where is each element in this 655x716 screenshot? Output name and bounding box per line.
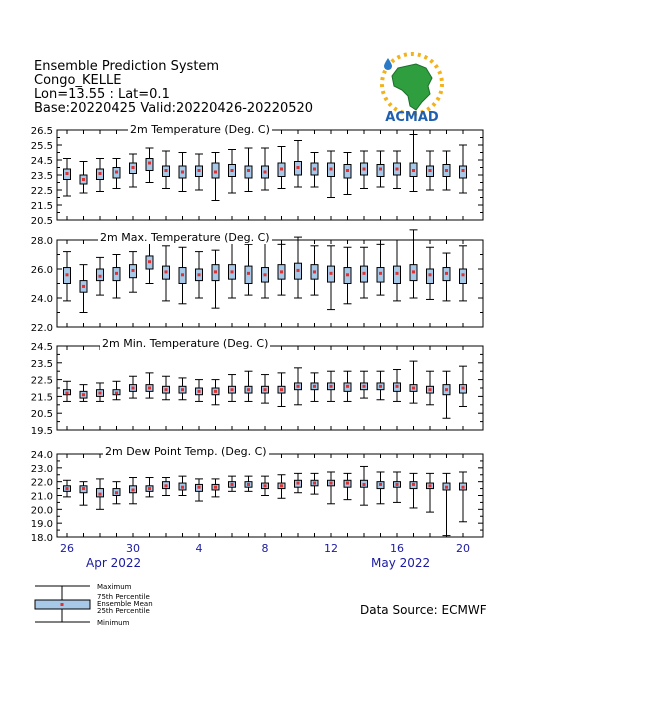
- mean-marker: [247, 388, 250, 391]
- legend-mean-marker: [61, 603, 64, 606]
- mean-marker: [231, 169, 234, 172]
- mean-marker: [396, 483, 399, 486]
- y-tick-label: 19.0: [30, 519, 53, 531]
- mean-marker: [412, 483, 415, 486]
- panel-title-temperature: 2m Temperature (Deg. C): [130, 123, 270, 136]
- x-tick-label: 26: [60, 542, 74, 555]
- mean-marker: [280, 388, 283, 391]
- y-tick-label: 22.5: [30, 375, 53, 387]
- y-tick-label: 26.0: [30, 265, 53, 276]
- x-tick-label: 16: [390, 542, 404, 555]
- mean-marker: [280, 270, 283, 273]
- mean-marker: [445, 486, 448, 489]
- y-tick-label: 19.5: [30, 426, 53, 437]
- mean-marker: [379, 272, 382, 275]
- mean-marker: [313, 482, 316, 485]
- mean-marker: [297, 482, 300, 485]
- mean-marker: [313, 168, 316, 171]
- plot-frame: [57, 130, 483, 220]
- y-tick-label: 20.5: [30, 409, 53, 421]
- panel-title-max-temperature: 2m Max. Temperature (Deg. C): [100, 231, 270, 244]
- mean-marker: [363, 168, 366, 171]
- mean-marker: [115, 491, 118, 494]
- mean-marker: [280, 168, 283, 171]
- mean-marker: [462, 387, 465, 390]
- mean-marker: [379, 385, 382, 388]
- data-source-label: Data Source: ECMWF: [360, 603, 487, 617]
- y-tick-label: 28.0: [30, 236, 53, 247]
- mean-marker: [462, 169, 465, 172]
- mean-marker: [346, 385, 349, 388]
- x-tick-label: 4: [195, 542, 203, 555]
- mean-marker: [214, 486, 217, 489]
- mean-marker: [247, 169, 250, 172]
- mean-marker: [99, 275, 102, 278]
- y-tick-label: 24.5: [30, 156, 53, 167]
- mean-marker: [396, 272, 399, 275]
- mean-marker: [132, 269, 135, 272]
- legend-p25-label: 25th Percentile: [97, 607, 150, 615]
- plot-frame: [57, 454, 483, 537]
- mean-marker: [462, 273, 465, 276]
- legend-mean-label: Ensemble Mean: [97, 600, 153, 608]
- mean-marker: [379, 168, 382, 171]
- mean-marker: [429, 388, 432, 391]
- mean-marker: [132, 488, 135, 491]
- mean-marker: [247, 272, 250, 275]
- mean-marker: [99, 493, 102, 496]
- plot-frame: [57, 346, 483, 430]
- month-label-april: Apr 2022: [86, 556, 142, 570]
- mean-marker: [214, 171, 217, 174]
- mean-marker: [66, 172, 69, 175]
- mean-marker: [181, 171, 184, 174]
- mean-marker: [198, 486, 201, 489]
- legend-minimum-label: Minimum: [97, 619, 130, 627]
- mean-marker: [99, 392, 102, 395]
- mean-marker: [429, 169, 432, 172]
- panel-title-dew-point: 2m Dew Point Temp. (Deg. C): [105, 445, 267, 458]
- y-tick-label: 24.0: [30, 450, 53, 461]
- mean-marker: [132, 166, 135, 169]
- mean-marker: [115, 272, 118, 275]
- y-tick-label: 21.5: [30, 392, 53, 404]
- mean-marker: [198, 273, 201, 276]
- mean-marker: [379, 483, 382, 486]
- x-tick-label: 20: [456, 542, 470, 555]
- month-label-may: May 2022: [371, 556, 431, 570]
- mean-marker: [330, 482, 333, 485]
- y-tick-label: 23.0: [30, 463, 53, 475]
- mean-marker: [181, 486, 184, 489]
- mean-marker: [264, 171, 267, 174]
- y-tick-label: 21.5: [30, 201, 53, 212]
- mean-marker: [346, 482, 349, 485]
- mean-marker: [313, 270, 316, 273]
- mean-marker: [346, 273, 349, 276]
- mean-marker: [132, 387, 135, 390]
- mean-marker: [297, 166, 300, 169]
- mean-marker: [66, 392, 69, 395]
- mean-marker: [247, 483, 250, 486]
- mean-marker: [181, 273, 184, 276]
- mean-marker: [429, 484, 432, 487]
- mean-marker: [346, 169, 349, 172]
- y-tick-label: 23.5: [30, 171, 53, 182]
- panel-title-min-temperature: 2m Min. Temperature (Deg. C): [102, 337, 269, 350]
- x-tick-label: 8: [261, 542, 269, 555]
- mean-marker: [82, 487, 85, 490]
- y-tick-label: 23.5: [30, 358, 53, 370]
- mean-marker: [297, 385, 300, 388]
- y-tick-label: 22.0: [30, 477, 53, 489]
- mean-marker: [115, 392, 118, 395]
- forecast-dates: Base:20220425 Valid:20220426-20220520: [34, 101, 314, 116]
- mean-marker: [214, 390, 217, 393]
- mean-marker: [412, 270, 415, 273]
- x-tick-label: 12: [324, 542, 338, 555]
- mean-marker: [66, 273, 69, 276]
- plot-frame: [57, 240, 483, 327]
- mean-marker: [82, 393, 85, 396]
- acmad-logo-text: ACMAD: [385, 110, 439, 124]
- mean-marker: [412, 387, 415, 390]
- mean-marker: [363, 385, 366, 388]
- mean-marker: [148, 260, 151, 263]
- mean-marker: [115, 171, 118, 174]
- mean-marker: [412, 169, 415, 172]
- mean-marker: [297, 269, 300, 272]
- mean-marker: [82, 285, 85, 288]
- mean-marker: [396, 168, 399, 171]
- mean-marker: [99, 172, 102, 175]
- mean-marker: [148, 162, 151, 165]
- y-tick-label: 24.0: [30, 294, 53, 305]
- mean-marker: [264, 484, 267, 487]
- mean-marker: [231, 388, 234, 391]
- mean-marker: [264, 388, 267, 391]
- mean-marker: [445, 388, 448, 391]
- legend-p75-label: 75th Percentile: [97, 593, 150, 601]
- mean-marker: [313, 385, 316, 388]
- y-tick-label: 22.0: [30, 323, 53, 334]
- y-tick-label: 24.5: [30, 342, 53, 353]
- mean-marker: [363, 272, 366, 275]
- mean-marker: [148, 487, 151, 490]
- mean-marker: [330, 168, 333, 171]
- mean-marker: [165, 484, 168, 487]
- mean-marker: [445, 169, 448, 172]
- y-tick-label: 25.5: [30, 141, 53, 152]
- mean-marker: [165, 388, 168, 391]
- mean-marker: [264, 273, 267, 276]
- mean-marker: [231, 483, 234, 486]
- x-tick-label: 30: [126, 542, 140, 555]
- boxplot-legend: [20, 580, 170, 630]
- mean-marker: [165, 270, 168, 273]
- mean-marker: [181, 388, 184, 391]
- mean-marker: [396, 385, 399, 388]
- mean-marker: [214, 270, 217, 273]
- y-tick-label: 26.5: [30, 126, 53, 137]
- mean-marker: [429, 273, 432, 276]
- mean-marker: [148, 387, 151, 390]
- legend-maximum-label: Maximum: [97, 583, 132, 591]
- mean-marker: [198, 390, 201, 393]
- station-name: Congo_KELLE: [34, 73, 122, 88]
- system-title: Ensemble Prediction System: [34, 59, 220, 74]
- mean-marker: [462, 486, 465, 489]
- mean-marker: [330, 272, 333, 275]
- y-tick-label: 20.5: [30, 216, 53, 227]
- mean-marker: [82, 178, 85, 181]
- y-tick-label: 20.0: [30, 505, 53, 517]
- mean-marker: [231, 270, 234, 273]
- y-tick-label: 22.5: [30, 186, 53, 197]
- mean-marker: [445, 272, 448, 275]
- mean-marker: [165, 169, 168, 172]
- mean-marker: [198, 169, 201, 172]
- mean-marker: [330, 385, 333, 388]
- mean-marker: [66, 487, 69, 490]
- mean-marker: [280, 484, 283, 487]
- station-coordinates: Lon=13.55 : Lat=0.1: [34, 87, 170, 102]
- y-tick-label: 21.0: [30, 491, 53, 503]
- y-tick-label: 18.0: [30, 533, 53, 544]
- mean-marker: [363, 483, 366, 486]
